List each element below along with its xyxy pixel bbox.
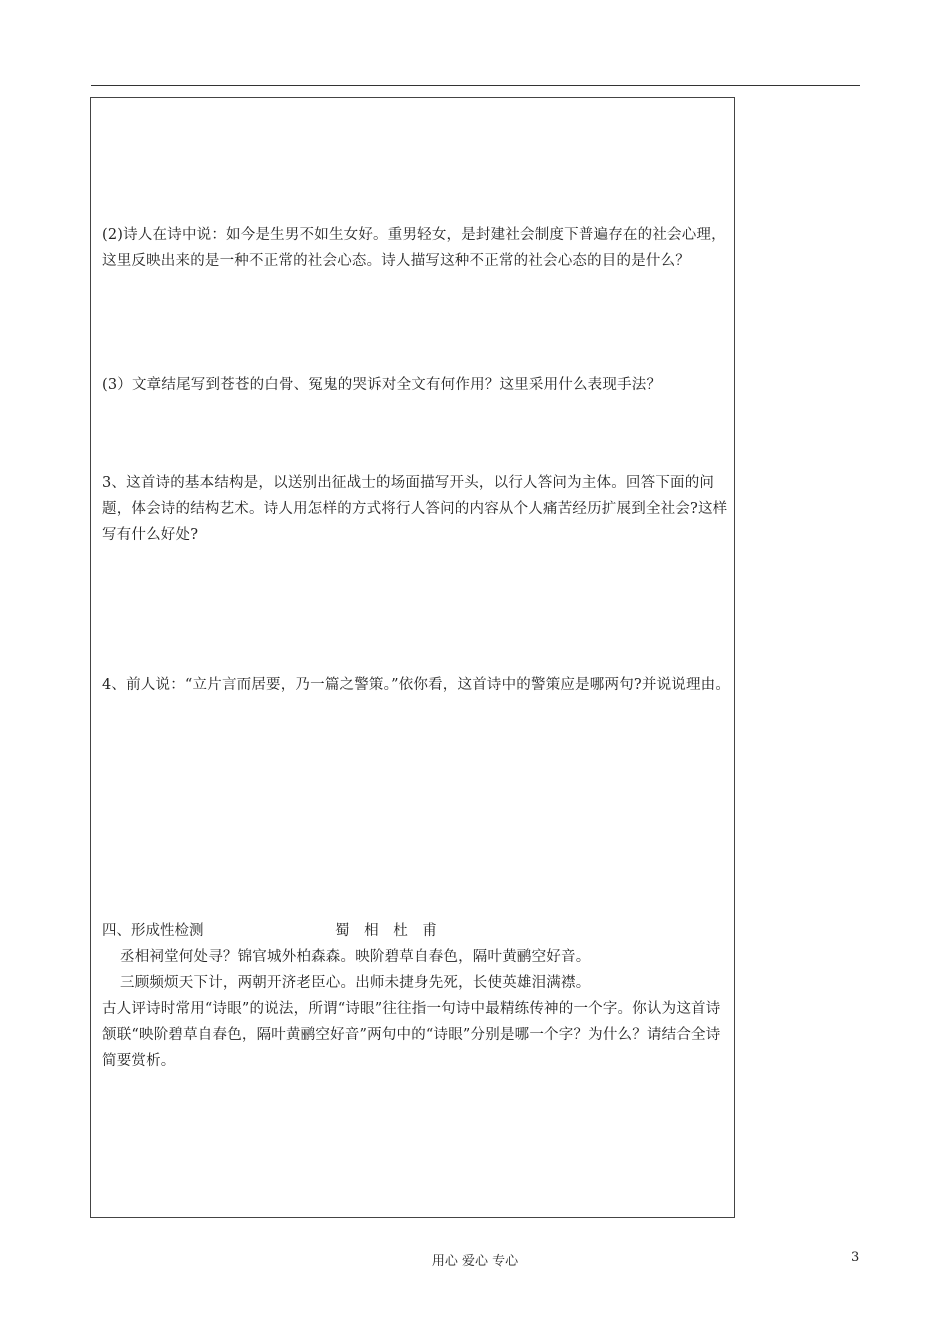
section-4-heading: 四、形成性检测 xyxy=(102,923,204,939)
poem-line-1: 丞相祠堂何处寻？锦官城外柏森森。映阶碧草自春色，隔叶黄鹂空好音。 xyxy=(120,949,591,965)
question-3: (3）文章结尾写到苍苍的白骨、冤鬼的哭诉对全文有何作用？这里采用什么表现手法？ xyxy=(102,377,662,393)
poem-question-prompt: 古人评诗时常用“诗眼”的说法，所谓“诗眼”往往指一句诗中最精练传神的一个字。你认为这首诗颔联“映阶碧草自春色，隔叶黄鹂空好音”两句中的“诗眼”分别是哪一个字？为什么？请结合全诗简要赏析。 xyxy=(102,1001,721,1069)
header-rule xyxy=(91,85,860,86)
section-4-heading-row xyxy=(102,918,732,944)
poem-line-2: 三顾频烦天下计，两朝开济老臣心。出师未捷身先死，长使英雄泪满襟。 xyxy=(120,975,591,991)
question-2: (2)诗人在诗中说：如今是生男不如生女好。重男轻女，是封建社会制度下普遍存在的社会心理，这里反映出来的是一种不正常的社会心态。诗人描写这种不正常的社会心态的目的是什么？ xyxy=(102,227,726,269)
footer-motto: 用心 爱心 专心 xyxy=(431,1254,519,1269)
question-item-4: 4、前人说：“立片言而居要，乃一篇之警策。”依你看，这首诗中的警策应是哪两句?并说说理由。 xyxy=(102,677,731,693)
question-item-3: 3、这首诗的基本结构是，以送别出征战士的场面描写开头，以行人答问为主体。回答下面的问题，体会诗的结构艺术。诗人用怎样的方式将行人答问的内容从个人痛苦经历扩展到全社会?这样写有什么好处? xyxy=(102,475,728,543)
poem-title: 蜀 相 杜 甫 xyxy=(335,923,442,939)
page-number: 3 xyxy=(851,1250,860,1265)
